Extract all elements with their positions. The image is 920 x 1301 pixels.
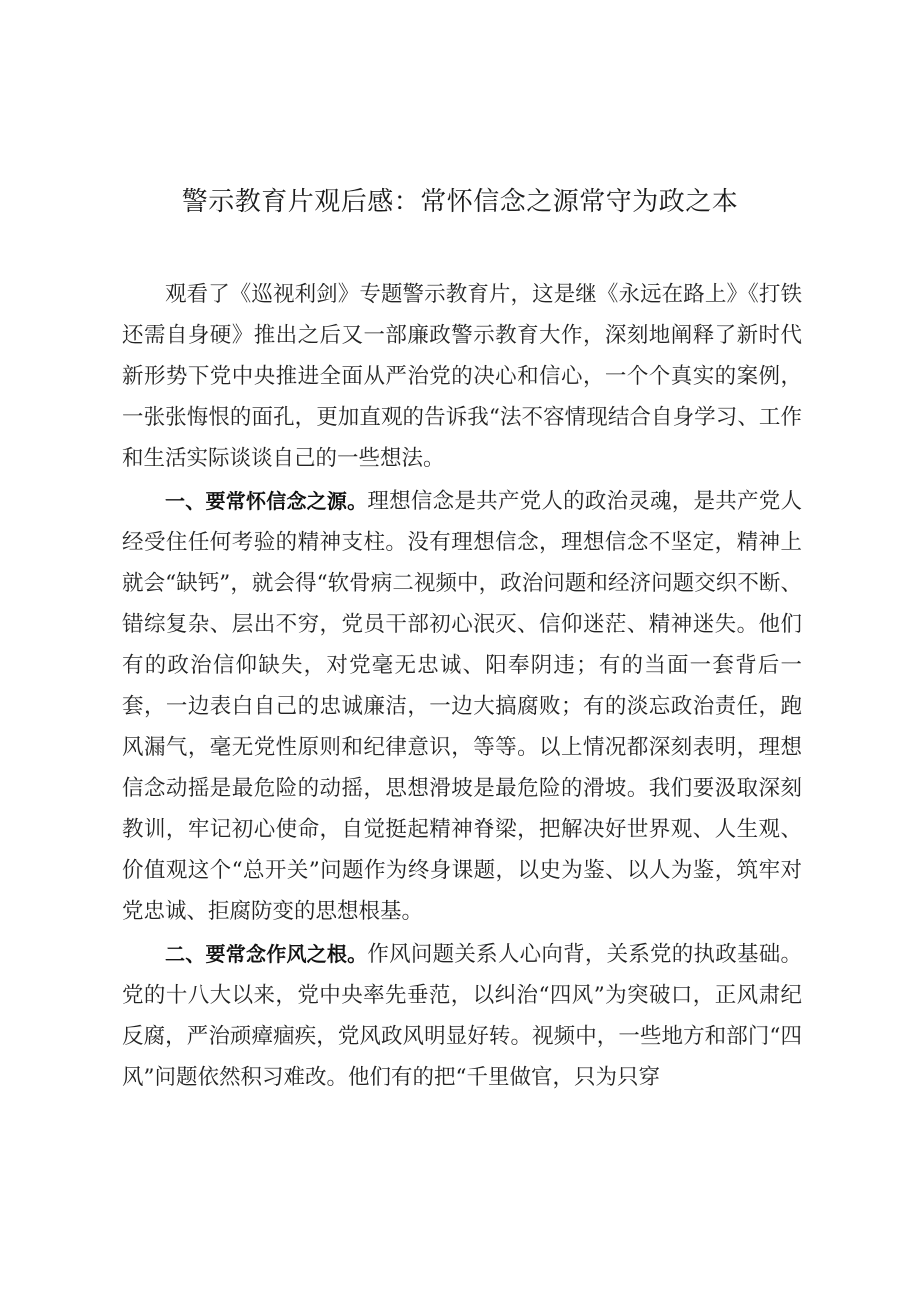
paragraph-intro <box>122 274 802 479</box>
paragraph-text: 观看了《巡视利剑》专题警示教育片，这是继《永远在路上》《打铁还需自身硬》推出之后又一部廉政警示教育大作，深刻地阐释了新时代新形势下党中央推进全面从严治党的决心和信心，一个个真实的案例，一张张悔恨的面孔，更加直观的告诉我“法不容情现结合自身学习、工作和生活实际谈谈自己的一些想法。 <box>122 282 802 471</box>
section-heading: 一、要常怀信念之源。 <box>165 489 368 513</box>
document-body <box>122 274 802 1100</box>
section-heading: 二、要常念作风之根。 <box>165 942 368 966</box>
paragraph-section-1 <box>122 481 802 932</box>
paragraph-text: 作风问题关系人心向背，关系党的执政基础。党的十八大以来，党中央率先垂范，以纠治“四风”为突破口，正风肃纪反腐，严治顽瘴痼疾，党风政风明显好转。视频中，一些地方和部门“四风”问题依然积习难改。他们有的把“千里做官，只为只穿 <box>122 942 803 1090</box>
document-title: 警示教育片观后感：常怀信念之源常守为政之本 <box>181 187 739 217</box>
paragraph-text: 理想信念是共产党人的政治灵魂，是共产党人经受住任何考验的精神支柱。没有理想信念，理想信念不坚定，精神上就会“缺钙”，就会得“软骨病二视频中，政治问题和经济问题交织不断、错综复杂、层出不穷，党员干部初心泯灭、信仰迷茫、精神迷失。他们有的政治信仰缺失，对党毫无忠诚、阳奉阴违；有的当面一套背后一套，一边表白自己的忠诚廉洁，一边大搞腐败；有的淡忘政治责任，跑风漏气，毫无党性原则和纪律意识，等等。以上情况都深刻表明，理想信念动摇是最危险的动摇，思想滑坡是最危险的滑坡。我们要汲取深刻教训，牢记初心使命，自觉挺起精神脊梁，把解决好世界观、人生观、价值观这个“总开关”问题作为终身课题，以史为鉴、以人为鉴，筑牢对党忠诚、拒腐防变的思想根基。 <box>122 489 803 924</box>
paragraph-section-2 <box>122 934 802 1098</box>
